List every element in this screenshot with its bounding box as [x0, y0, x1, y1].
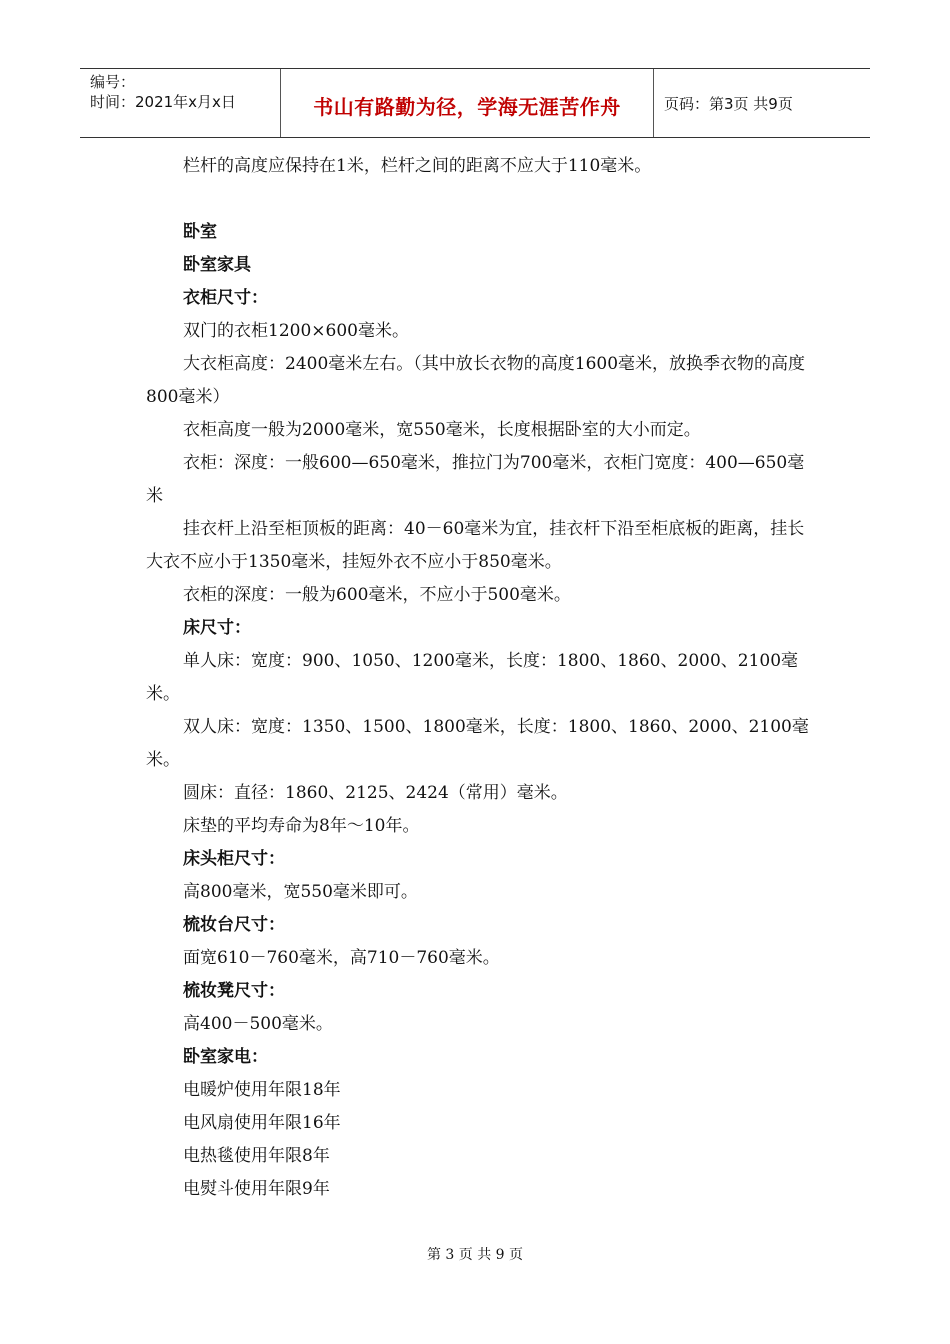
- spacer: [146, 183, 814, 216]
- paragraph-appliance-2: 电风扇使用年限16年: [183, 1113, 341, 1133]
- document-header: [80, 68, 870, 138]
- heading-nightstand-size: 床头柜尺寸：: [183, 849, 285, 869]
- paragraph-wardrobe-6: 衣柜的深度：一般为600毫米，不应小于500毫米。: [183, 585, 571, 605]
- paragraph-appliance-4: 电熨斗使用年限9年: [183, 1179, 330, 1199]
- document-number: 编号：: [90, 73, 136, 91]
- page-footer: 第 3 页 共 9 页: [426, 1247, 524, 1263]
- paragraph-wardrobe-4: 衣柜：深度：一般600—650毫米，推拉门为700毫米，衣柜门宽度：400—650毫米: [146, 453, 805, 506]
- heading-bedroom-furniture: 卧室家具: [183, 255, 251, 275]
- document-body: [146, 150, 814, 1206]
- document-date: 时间：2021年x月x日: [90, 93, 236, 111]
- paragraph-wardrobe-2: 大衣柜高度：2400毫米左右。（其中放长衣物的高度1600毫米，放换季衣物的高度800毫米）: [146, 354, 806, 407]
- header-page-number: 页码：第3页 共9页: [664, 95, 793, 113]
- header-motto-cell: [281, 69, 654, 137]
- heading-stool-size: 梳妆凳尺寸：: [183, 981, 285, 1001]
- paragraph-wardrobe-5: 挂衣杆上沿至柜顶板的距离：40－60毫米为宜，挂衣杆下沿至柜底板的距离，挂长大衣不应小于1350毫米，挂短外衣不应小于850毫米。: [146, 519, 805, 572]
- heading-bedroom-appliances: 卧室家电：: [183, 1047, 268, 1067]
- paragraph-bed-1: 单人床：宽度：900、1050、1200毫米，长度：1800、1860、2000、2100毫米。: [146, 651, 799, 704]
- header-meta-cell: [80, 69, 281, 137]
- paragraph-stool: 高400－500毫米。: [183, 1014, 333, 1034]
- paragraph-bed-2: 双人床：宽度：1350、1500、1800毫米，长度：1800、1860、2000、2100毫米。: [146, 717, 809, 770]
- header-motto: 书山有路勤为径，学海无涯苦作舟: [313, 95, 621, 119]
- paragraph-bed-4: 床垫的平均寿命为8年～10年。: [183, 816, 420, 836]
- paragraph-wardrobe-1: 双门的衣柜1200×600毫米。: [183, 321, 409, 341]
- paragraph-appliance-1: 电暖炉使用年限18年: [183, 1080, 341, 1100]
- header-page-cell: [654, 69, 870, 137]
- paragraph-appliance-3: 电热毯使用年限8年: [183, 1146, 330, 1166]
- paragraph-railing: 栏杆的高度应保持在1米，栏杆之间的距离不应大于110毫米。: [183, 156, 652, 176]
- paragraph-bed-3: 圆床：直径：1860、2125、2424（常用）毫米。: [183, 783, 568, 803]
- heading-dresser-size: 梳妆台尺寸：: [183, 915, 285, 935]
- paragraph-nightstand: 高800毫米，宽550毫米即可。: [183, 882, 418, 902]
- paragraph-wardrobe-3: 衣柜高度一般为2000毫米，宽550毫米，长度根据卧室的大小而定。: [183, 420, 701, 440]
- heading-wardrobe-size: 衣柜尺寸：: [183, 288, 268, 308]
- paragraph-dresser: 面宽610－760毫米，高710－760毫米。: [183, 948, 500, 968]
- heading-bed-size: 床尺寸：: [183, 618, 251, 638]
- heading-bedroom: 卧室: [183, 222, 217, 242]
